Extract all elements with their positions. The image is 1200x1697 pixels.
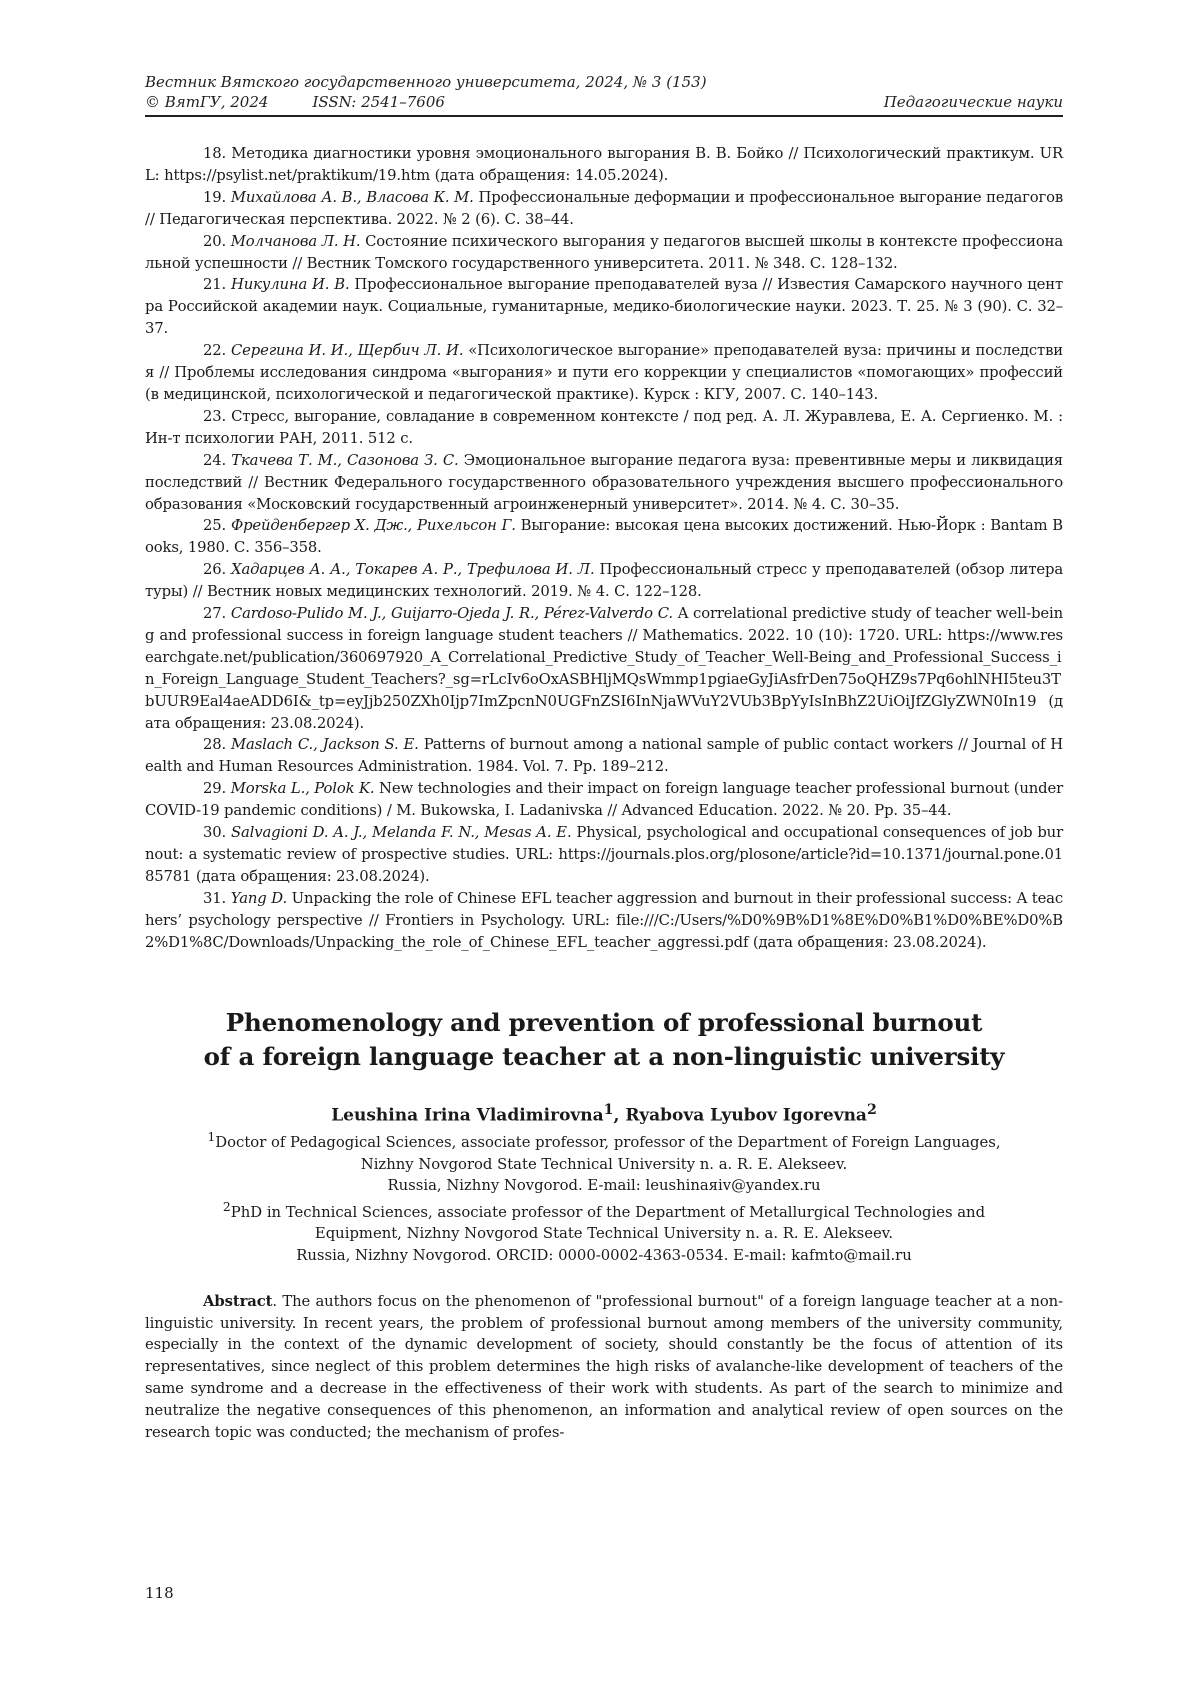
reference-authors: Cardoso-Pulido M. J., Guijarro-Ojeda J. R., Pérez-Valverdo C.	[230, 605, 673, 623]
affil-2-sup: 2	[222, 1199, 231, 1214]
author-1-sup: 1	[603, 1101, 614, 1118]
reference-number: 22.	[203, 342, 231, 360]
reference-item	[145, 515, 1063, 559]
reference-authors: Ткачева Т. М., Сазонова З. С.	[231, 451, 459, 469]
reference-authors: Михайлова А. В., Власова К. М.	[230, 188, 474, 206]
author-2-sup: 2	[866, 1101, 877, 1118]
reference-text: Physical, psychological and occupational consequences of job burnout: a systematic review of prospective studies. URL: https://journals.plos.org/plosone/article?id=10.1371/journal.pone.0185781 (дата обращения: 23.08.2024).	[145, 824, 1063, 885]
running-header	[145, 72, 1063, 112]
issn: ISSN: 2541–7606	[312, 93, 445, 111]
author-1: Leushina Irina Vladimirovna	[331, 1105, 604, 1126]
reference-text: Профессиональные деформации и профессиональное выгорание педагогов // Педагогическая перспектива. 2022. № 2 (6). С. 38–44.	[145, 188, 1064, 228]
affiliations	[145, 1127, 1063, 1266]
reference-item	[145, 734, 1063, 778]
reference-item	[145, 822, 1063, 888]
affil-1-line-2: Nizhny Novgorod State Technical University n. a. R. E. Alekseev.	[360, 1155, 848, 1173]
reference-list	[145, 143, 1063, 954]
reference-item	[145, 603, 1063, 734]
article-title	[145, 1006, 1063, 1074]
reference-authors: Хадарцев А. А., Токарев А. Р., Трефилова И. Л.	[231, 561, 595, 579]
affil-2-line-3: Russia, Nizhny Novgorod. ORCID: 0000-0002-4363-0534. E-mail: kafmto@mail.ru	[296, 1247, 912, 1264]
affil-2-line-2: Equipment, Nizhny Novgorod State Technical University n. a. R. E. Alekseev.	[314, 1225, 894, 1243]
reference-item	[145, 187, 1063, 231]
page	[145, 72, 1063, 1444]
reference-authors: Salvagioni D. A. J., Melanda F. N., Mesas A. E.	[231, 824, 572, 842]
title-line-1: Phenomenology and prevention of professional burnout	[225, 1007, 983, 1037]
reference-text: New technologies and their impact on foreign language teacher professional burnout (under COVID-19 pandemic conditions) / M. Bukowska, I. Ladanivska // Advanced Education. 2022. № 20. Pp. 35–44.	[145, 780, 1063, 820]
journal-section: Педагогические науки	[883, 93, 1063, 111]
reference-text: A correlational predictive study of teacher well-being and professional success in foreign language student teachers // Mathematics. 2022. 10 (10): 1720. URL: https://www.researchgate.net/publication/360697920_A_Correlational_Predictive_Study_of_Teacher_Well-Being_and_Professional_Success_in_Foreign_Language_Student_Teachers?_sg=rLcIv6oOxASBHljMQsWmmp1pgiaeGyJiAsfrDen75oQHZ9s7Pq6ohlNHI5teu3TbUUR9Eal4aeADD6I&_tp=eyJjb250ZXh0Ijp7ImZpcnN0UGFnZSI6InNjaWVuY2VUb3BpYyIsInBhZ2UiOiJfZGlyZWN0In19 (дата обращения: 23.08.2024).	[145, 605, 1063, 732]
header-rule	[145, 115, 1063, 117]
reference-number: 31.	[203, 889, 231, 907]
reference-item	[145, 406, 1063, 450]
reference-text: Выгорание: высокая цена высоких достижений. Нью-Йорк : Bantam Books, 1980. С. 356–358.	[145, 517, 1064, 557]
reference-number: 21.	[203, 276, 231, 294]
reference-item	[145, 340, 1063, 406]
reference-text: Методика диагностики уровня эмоционального выгорания В. В. Бойко // Психологический практикум. URL: https://psylist.net/praktikum/19.htm (дата обращения: 14.05.2024).	[145, 145, 1063, 184]
author-separator: ,	[613, 1105, 626, 1126]
reference-text: «Психологическое выгорание» преподавателей вуза: причины и последствия // Проблемы исследования синдрома «выгорания» и пути его коррекции у специалистов «помогающих» профессий (в медицинской, психологической и педагогической практике). Курск : КГУ, 2007. С. 140–143.	[145, 342, 1063, 403]
reference-text: Профессиональный стресс у преподавателей (обзор литературы) // Вестник новых медицинских технологий. 2019. № 4. С. 122–128.	[145, 561, 1064, 601]
reference-number: 26.	[203, 561, 232, 579]
reference-text: Patterns of burnout among a national sample of public contact workers // Journal of Health and Human Resources Administration. 1984. Vol. 7. Pp. 189–212.	[145, 736, 1063, 776]
reference-authors: Никулина И. В.	[230, 276, 350, 294]
reference-text: Unpacking the role of Chinese EFL teacher aggression and burnout in their professional success: A teachers’ psychology perspective // Frontiers in Psychology. URL: file:///C:/Users/%D0%9B%D1%8E%D0%B1%D0%BE%D0%B2%D1%8C/Downloads/Unpacking_the_role_of_Chinese_EFL_teacher_aggressi.pdf (дата обращения: 23.08.2024).	[145, 889, 1063, 951]
reference-authors: Молчанова Л. Н.	[230, 232, 361, 250]
page-number: 118	[145, 1584, 174, 1602]
journal-citation: Вестник Вятского государственного университета, 2024, № 3 (153)	[145, 73, 707, 91]
reference-number: 29.	[203, 780, 231, 798]
reference-number: 23.	[203, 407, 232, 425]
reference-number: 30.	[203, 824, 231, 842]
affil-2-line-1: PhD in Technical Sciences, associate professor of the Department of Metallurgical Technologies and	[230, 1203, 986, 1221]
author-2: Ryabova Lyubov Igorevna	[625, 1105, 867, 1126]
reference-text: Состояние психического выгорания у педагогов высшей школы в контексте профессиональной успешности // Вестник Томского государственного университета. 2011. № 348. С. 128–132.	[145, 232, 1063, 272]
reference-number: 25.	[203, 517, 231, 535]
reference-text: Стресс, выгорание, совладание в современном контексте / под ред. А. Л. Журавлева, Е. А. Сергиенко. М. : Ин-т психологии РАН, 2011. 512 с.	[145, 407, 1063, 447]
reference-item	[145, 778, 1063, 822]
abstract-text: . The authors focus on the phenomenon of "professional burnout" of a foreign language teacher at a non-linguistic university. In recent years, the problem of professional burnout among members of the university community, especially in the context of the dynamic development of society, should constantly be the focus of attention of its representatives, since neglect of this problem determines the high risks of avalanche-like development of teachers of the same syndrome and a decrease in the effectiveness of their work with students. As part of the search to minimize and neutralize the negative consequences of this phenomenon, an information and analytical review of open sources on the research topic was conducted; the mechanism of profes-	[145, 1292, 1063, 1442]
reference-text: Эмоциональное выгорание педагога вуза: превентивные меры и ликвидация последствий // Вестник Федерального государственного образовательного учреждения высшего профессионального образования «Московский государственный агроинженерный университет». 2014. № 4. С. 30–35.	[145, 451, 1063, 513]
reference-item	[145, 274, 1063, 340]
reference-item	[145, 559, 1063, 603]
reference-item	[145, 143, 1063, 187]
reference-number: 28.	[203, 736, 232, 754]
reference-item	[145, 888, 1063, 954]
title-line-2: of a foreign language teacher at a non-linguistic university	[203, 1041, 1005, 1071]
author-line	[145, 1098, 1063, 1128]
affil-1-line-3: Russia, Nizhny Novgorod. E-mail: leushinaяiv@yandex.ru	[387, 1177, 821, 1195]
reference-authors: Maslach C., Jackson S. E.	[231, 736, 419, 754]
abstract	[145, 1291, 1063, 1444]
reference-authors: Фрейденбергер Х. Дж., Рихельсон Г.	[230, 517, 516, 535]
reference-item	[145, 231, 1063, 275]
reference-number: 20.	[203, 232, 231, 250]
affil-1-line-1: Doctor of Pedagogical Sciences, associate professor, professor of the Department of Foreign Languages,	[215, 1134, 1001, 1152]
reference-authors: Yang D.	[230, 889, 287, 907]
reference-number: 18.	[203, 145, 232, 162]
copyright: © ВятГУ, 2024	[145, 93, 269, 111]
affil-1-sup: 1	[207, 1130, 216, 1145]
reference-text: Профессиональное выгорание преподавателей вуза // Известия Самарского научного центра Российской академии наук. Социальные, гуманитарные, медико-биологические науки. 2023. Т. 25. № 3 (90). С. 32–37.	[145, 276, 1063, 338]
abstract-label: Abstract	[203, 1292, 273, 1310]
reference-number: 19.	[203, 188, 231, 206]
reference-authors: Серегина И. И., Щербич Л. И.	[230, 342, 464, 360]
reference-authors: Morska L., Polok K.	[230, 780, 375, 798]
reference-number: 27.	[203, 605, 231, 623]
reference-item	[145, 450, 1063, 516]
reference-number: 24.	[203, 451, 232, 469]
